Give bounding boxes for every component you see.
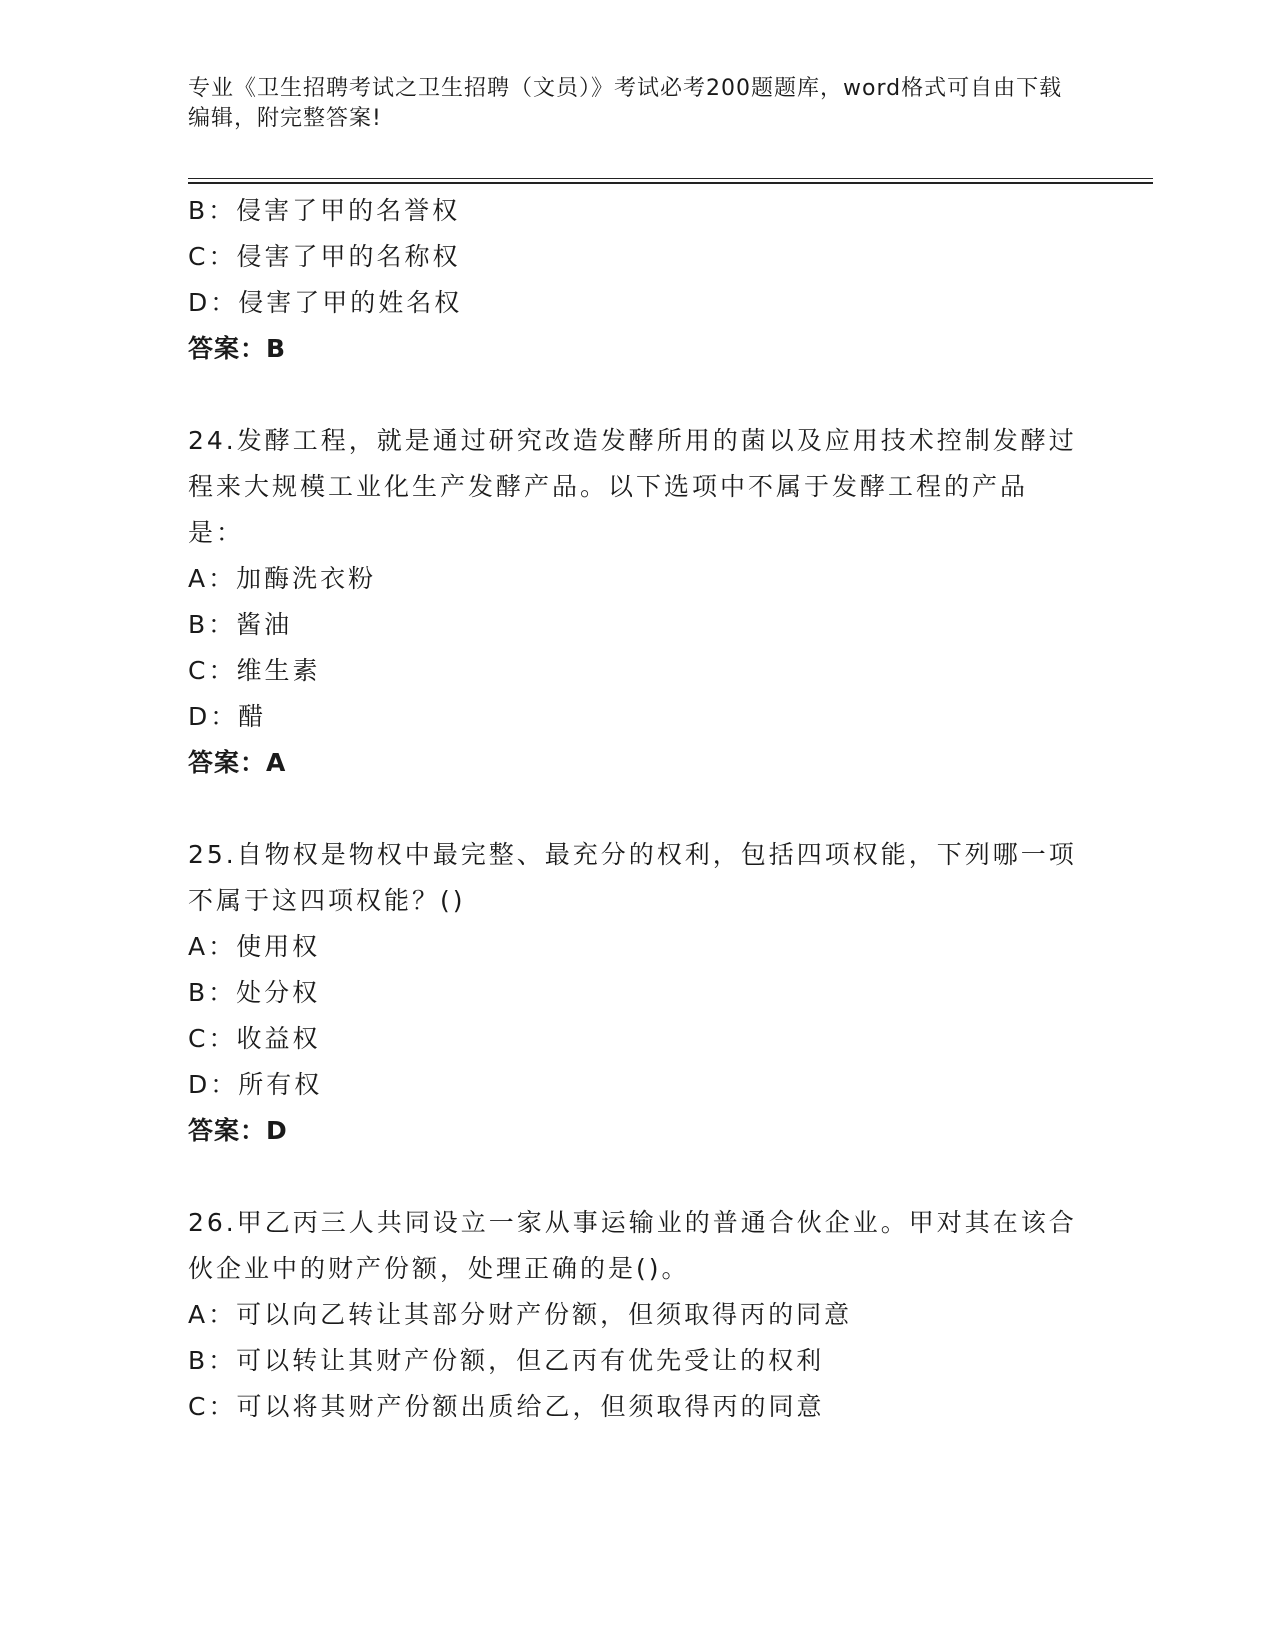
option-b: B：酱油 [188, 610, 293, 639]
option-c: C：侵害了甲的名称权 [188, 242, 461, 271]
option-d: D：醋 [188, 702, 267, 731]
option-a: A：使用权 [188, 932, 321, 961]
option-d: D：侵害了甲的姓名权 [188, 288, 463, 317]
question-text: 26.甲乙丙三人共同设立一家从事运输业的普通合伙企业。甲对其在该合伙企业中的财产份额，处理正确的是()。 [188, 1208, 1077, 1283]
question-text: 24.发酵工程，就是通过研究改造发酵所用的菌以及应用技术控制发酵过程来大规模工业化生产发酵产品。以下选项中不属于发酵工程的产品是： [188, 426, 1077, 547]
option-a: A：加酶洗衣粉 [188, 564, 377, 593]
question-text: 25.自物权是物权中最完整、最充分的权利，包括四项权能，下列哪一项不属于这四项权能？() [188, 840, 1077, 915]
option-b: B：处分权 [188, 978, 321, 1007]
spacer [188, 372, 1078, 418]
header-divider-top [188, 178, 1153, 179]
option-c: C：可以将其财产份额出质给乙，但须取得丙的同意 [188, 1392, 825, 1421]
question-26 [188, 1200, 1078, 1430]
spacer [188, 1154, 1078, 1200]
option-b: B：侵害了甲的名誉权 [188, 196, 461, 225]
prev-question-block [188, 188, 1078, 372]
option-b: B：可以转让其财产份额，但乙丙有优先受让的权利 [188, 1346, 825, 1375]
document-body [188, 188, 1078, 1430]
spacer [188, 786, 1078, 832]
option-d: D：所有权 [188, 1070, 323, 1099]
option-a: A：可以向乙转让其部分财产份额，但须取得丙的同意 [188, 1300, 853, 1329]
question-25 [188, 832, 1078, 1154]
header-divider-bottom [188, 182, 1153, 184]
option-c: C：收益权 [188, 1024, 321, 1053]
document-header: 专业《卫生招聘考试之卫生招聘（文员）》考试必考200题题库，word格式可自由下载编辑，附完整答案! [188, 76, 1063, 131]
question-24 [188, 418, 1078, 786]
answer-line: 答案：A [188, 748, 287, 777]
answer-line: 答案：B [188, 334, 287, 363]
option-c: C：维生素 [188, 656, 321, 685]
answer-line: 答案：D [188, 1116, 288, 1145]
